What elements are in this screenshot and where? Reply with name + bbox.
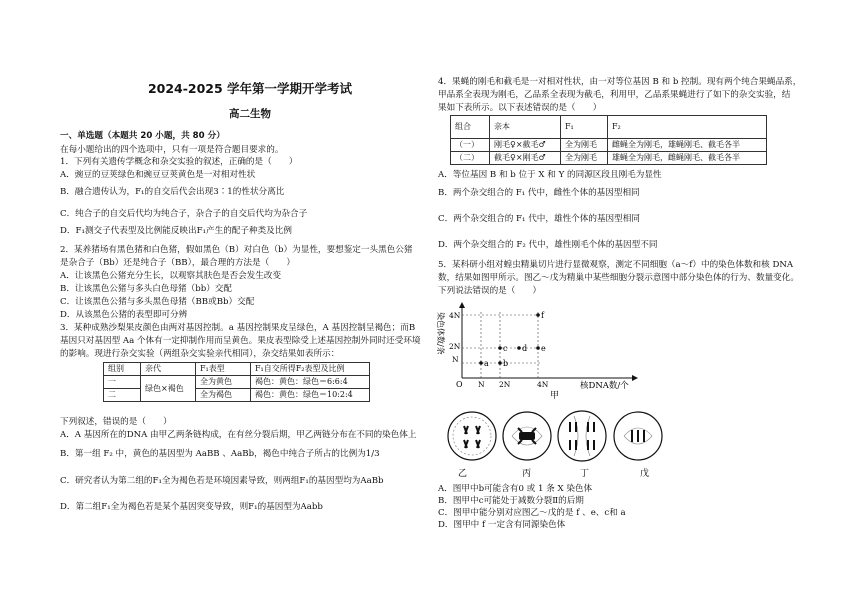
table-row <box>451 152 767 165</box>
table-cell: 二 <box>104 389 141 402</box>
q2-option-d: D．从该黑色公猪的表型即可分辨 <box>60 310 188 320</box>
data-point-b <box>498 361 502 365</box>
graph-origin: O <box>456 380 463 389</box>
x-tick-label: 4N <box>537 380 549 389</box>
table-cell: 全为刚毛 <box>561 152 608 165</box>
q4-cross-table <box>450 115 767 165</box>
q1-option-a: A．豌豆的豆荚绿色和豌豆豆荚黄色是一对相对性状 <box>60 170 256 180</box>
q2-option-c: C．让该黑色公猪与多头黑色母猪（BB或Bb）交配 <box>60 297 255 307</box>
table-cell: 褐色：黄色：绿色＝6:6:4 <box>251 376 370 389</box>
table-cell: 一 <box>104 376 141 389</box>
y-tick-label: N <box>452 355 459 364</box>
data-point-label: d <box>522 344 528 353</box>
graph-caption: 甲 <box>550 391 560 400</box>
table-header-cell: 组别 <box>104 363 141 376</box>
q5-cell-diagrams <box>442 406 672 482</box>
x-tick-label: 2N <box>499 380 511 389</box>
q5-option-c: C．图甲中能分别对应图乙～戊的是 f 、e、c和 a <box>438 508 626 518</box>
data-point-label: a <box>484 359 489 368</box>
y-axis-arrow <box>459 302 465 308</box>
q2-option-b: B．让该黑色公猪与多头白色母猪（bb）交配 <box>60 284 233 294</box>
q3-stem-line1: 3．某种成熟沙梨果皮颜色由两对基因控制。a 基因控制果皮呈绿色，A 基因控制呈褐色；而B <box>60 323 416 333</box>
q4-option-b: B．两个杂交组合的 F₁ 代中，雌性个体的基因型相同 <box>438 188 640 198</box>
q3-option-a: A．A 基因所在的DNA 由甲乙两条链构成，在有丝分裂后期，甲乙两链分布在不同的染色体上 <box>60 430 417 440</box>
table-row <box>104 376 370 389</box>
cell-label: 丙 <box>522 469 532 479</box>
q3-option-b: B．第一组 F₂ 中，黄色的基因型为 AaBB 、AaBb，褐色中纯合子所占的比例为1/3 <box>60 449 380 459</box>
cell-label: 戊 <box>640 469 650 479</box>
q1-option-d: D．F₁测交子代表型及比例能反映出F₁产生的配子种类及比例 <box>60 226 292 236</box>
table-header-row <box>104 363 370 376</box>
x-axis-label: 核DNA数/个 <box>580 381 629 391</box>
q3-option-c: C．研究者认为第二组的F₁全为褐色若是环境因素导致，则两组F₁的基因型均为AaBb <box>60 476 384 486</box>
q5-graph <box>432 300 702 400</box>
graph-gridlines <box>462 310 542 378</box>
cell-wu <box>614 412 662 460</box>
cell-ding <box>558 411 606 461</box>
cell-bing <box>503 412 551 460</box>
table-header-cell: F₁表型 <box>196 363 251 376</box>
q5-stem-line2: 数，结果如图甲所示。图乙～戊为精巢中某些细胞分裂示意图中部分染色体的行为、数量变化。 <box>438 273 799 283</box>
data-point-d <box>517 346 521 350</box>
q4-option-d: D．两个杂交组合的 F₂ 代中，雄性刚毛个体的基因型不同 <box>438 240 658 250</box>
exam-title: 2024-2025 学年第一学期开学考试 <box>147 81 353 96</box>
data-point-label: f <box>541 311 544 320</box>
table-cell: （一） <box>451 139 490 152</box>
data-point-label: b <box>503 359 509 368</box>
table-cell: 雌蝇全为刚毛，雄蝇刚毛、截毛各半 <box>608 139 767 152</box>
q1-option-b: B．融合遗传认为，F₁的自交后代会出现3∶1的性状分离比 <box>60 187 285 197</box>
x-tick-label: N <box>478 380 485 389</box>
cell-label: 丁 <box>580 469 590 479</box>
data-point-e <box>536 346 540 350</box>
table-cell: 全为刚毛 <box>561 139 608 152</box>
q5-stem-line3: 下列说法错误的是（ ） <box>438 286 542 296</box>
table-row <box>451 139 767 152</box>
q1-stem: 1．下列有关遗传学概念和杂交实验的叙述，正确的是（ ） <box>60 157 298 167</box>
table-cell: 绿色×褐色 <box>141 376 196 402</box>
exam-subject: 高二生物 <box>229 108 271 120</box>
q2-stem-line1: 2．某养猪场有黑色猪和白色猪，假如黑色（B）对白色（b）为显性，要想鉴定一头黑色公猪 <box>60 245 413 255</box>
graph-points <box>479 311 546 368</box>
table-cell: 全为黄色 <box>196 376 251 389</box>
data-point-label: c <box>503 344 508 353</box>
table-header-cell: 亲代 <box>141 363 196 376</box>
q4-stem-line2: 甲品系全表现为刚毛，乙品系全表现为截毛，利用甲，乙品系果蝇进行了如下的杂交实验，结 <box>438 90 791 100</box>
q5-stem-line1: 5．某科研小组对蝗虫精巢切片进行显微观察，测定不同细胞（a～f）中的染色体数和核 DNA <box>438 260 794 270</box>
q3-stem-line3: 的影响。现进行杂交实验（两组杂交实验亲代相同），杂交结果如表所示： <box>60 349 340 359</box>
q5-option-a: A．图甲中b可能含有0 或 1 条 X 染色体 <box>438 484 593 494</box>
q4-stem-line1: 4．果蝇的刚毛和截毛是一对相对性状，由一对等位基因 B 和 b 控制。现有两个纯合果蝇品系， <box>438 77 802 87</box>
q4-stem-line3: 果如下表所示。以下表述错误的是（ ） <box>438 103 602 113</box>
table-header-row <box>451 116 767 139</box>
table-header-cell: F₁ <box>561 116 608 139</box>
q4-option-a: A．等位基因 B 和 b 位于 X 和 Y 的同源区段且刚毛为显性 <box>438 170 662 180</box>
table-header-cell: 亲本 <box>490 116 561 139</box>
x-axis-arrow <box>632 375 638 381</box>
table-cell: 雄蝇全为刚毛，雌蝇刚毛、截毛各半 <box>608 152 767 165</box>
table-cell: 截毛♀×刚毛♂ <box>490 152 561 165</box>
q1-option-c: C．纯合子的自交后代均为纯合子，杂合子的自交后代均为杂合子 <box>60 209 308 219</box>
q5-option-d: D．图甲中 f 一定含有同源染色体 <box>438 520 566 530</box>
cell-yi <box>448 412 496 460</box>
data-point-c <box>498 346 502 350</box>
y-axis-label: 染色体数/条 <box>436 312 445 355</box>
y-tick-label: 2N <box>449 342 461 351</box>
section-instruction: 在每小题给出的四个选项中，只有一项是符合题目要求的。 <box>60 145 284 155</box>
q2-stem-line2: 是杂合子（Bb）还是纯合子（BB），最合理的方法是（ ） <box>60 258 295 268</box>
table-cell: 全为褐色 <box>196 389 251 402</box>
table-header-cell: 组合 <box>451 116 490 139</box>
q3-stem-line2: 基因只对基因型 Aa 个体有一定抑制作用而呈黄色。果皮表型除受上述基因控制外同时还受环境 <box>60 336 421 346</box>
section-heading: 一、单选题（本题共 20 小题，共 80 分） <box>60 131 225 141</box>
q5-option-b: B．图甲中c可能处于减数分裂Ⅱ的后期 <box>438 496 584 506</box>
table-header-cell: F₁自交所得F₂表型及比例 <box>251 363 370 376</box>
y-tick-label: 4N <box>449 311 461 320</box>
table-cell: 褐色：黄色：绿色＝10:2:4 <box>251 389 370 402</box>
q4-option-c: C．两个杂交组合的 F₁ 代中，雄性个体的基因型相同 <box>438 214 640 224</box>
data-point-f <box>536 313 540 317</box>
table-cell: （二） <box>451 152 490 165</box>
cell-label: 乙 <box>458 469 468 479</box>
table-cell: 刚毛♀×截毛♂ <box>490 139 561 152</box>
q3-option-d: D．第二组F₁全为褐色若是某个基因突变导致，则F₁的基因型为Aabb <box>60 502 323 512</box>
q2-option-a: A．让该黑色公猪充分生长，以观察其肤色是否会发生改变 <box>60 271 282 281</box>
data-point-a <box>479 361 483 365</box>
table-header-cell: F₂ <box>608 116 767 139</box>
q3-cross-table <box>103 362 370 402</box>
data-point-label: e <box>541 344 546 353</box>
q3-ask: 下列叙述，错误的是（ ） <box>60 417 172 427</box>
